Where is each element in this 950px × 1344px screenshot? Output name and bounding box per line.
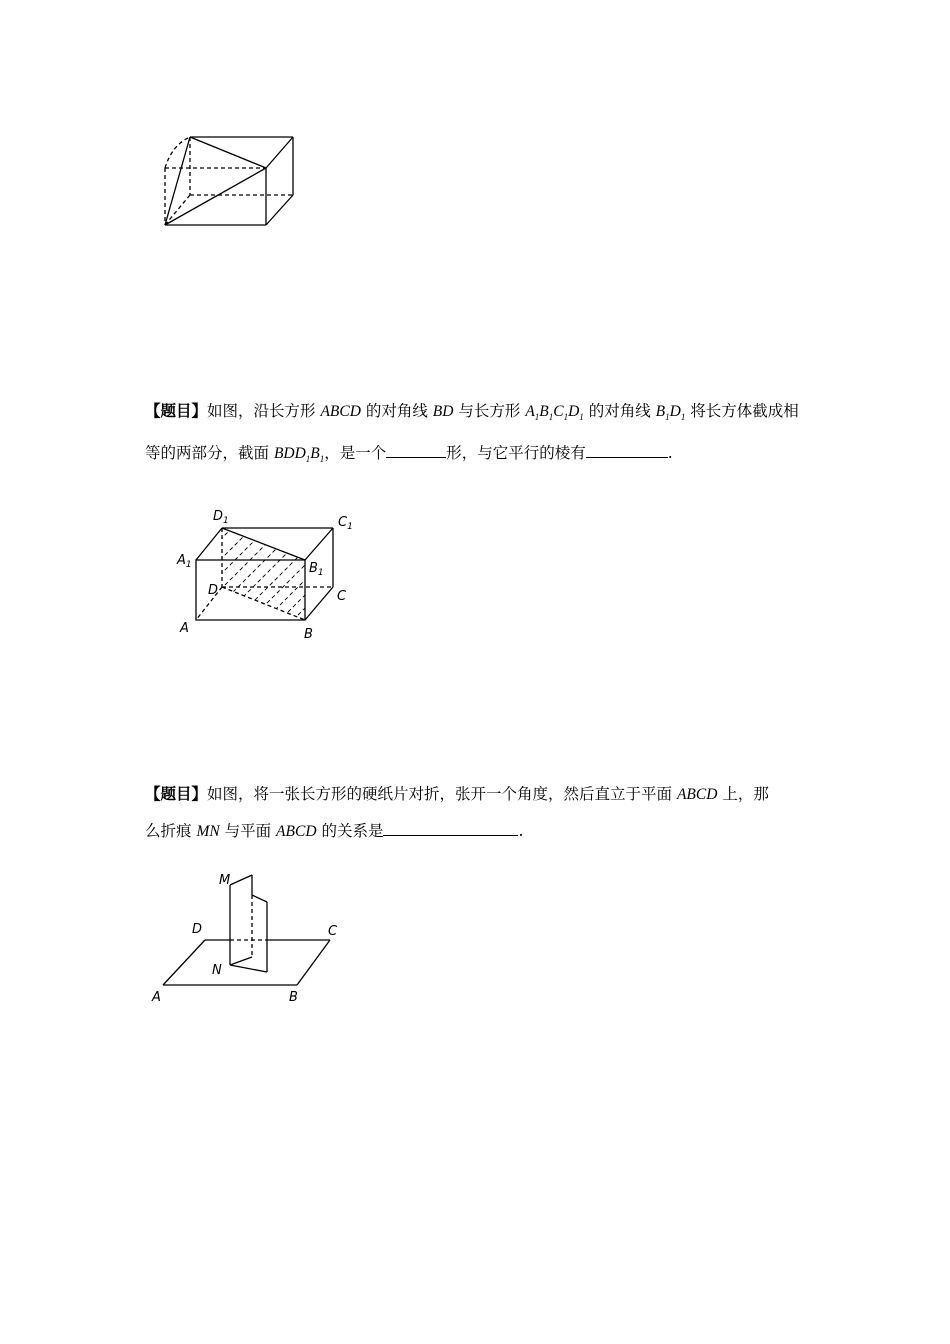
label-M: M — [219, 873, 231, 888]
question-2-line-2: 么折痕 MN 与平面 ABCD 的关系是 . — [145, 813, 810, 850]
label-N: N — [212, 963, 222, 978]
label-B1: $B_1$ — [309, 561, 324, 578]
label-C1: $C_1$ — [338, 515, 353, 532]
question-2-line-1: 【题目】如图，将一张长方形的硬纸片对折，张开一个角度，然后直立于平面 ABCD 上，那 — [145, 784, 769, 803]
label-D: D — [192, 922, 203, 937]
answer-blank-3[interactable] — [383, 818, 518, 836]
label-B: B — [304, 627, 313, 642]
figure-2-cuboid — [170, 500, 370, 650]
label-A1: $A_1$ — [177, 553, 192, 570]
label-A: A — [152, 990, 161, 1005]
label-D: D — [208, 583, 219, 598]
label-A: A — [180, 621, 189, 636]
label-C: C — [328, 924, 338, 939]
question-2 — [145, 776, 810, 850]
question-1-line-1: 【题目】如图，沿长方形 ABCD 的对角线 BD 与长方形 $A_1B_1C_1D_1$ 的对角线 $B_1D_1$ 将长方体截成相 — [145, 401, 799, 423]
figure-1-prism — [155, 130, 305, 232]
label-D1: $D_1$ — [213, 509, 229, 526]
answer-blank-1[interactable] — [386, 440, 446, 458]
answer-blank-2[interactable] — [586, 440, 668, 458]
figure-3-folded-card — [150, 865, 370, 1015]
label-B: B — [289, 990, 298, 1005]
question-1 — [145, 393, 810, 477]
question-1-line-2: 等的两部分，截面 $BDD_1B_1$，是一个 形，与它平行的棱有 . — [145, 435, 810, 477]
label-C: C — [337, 589, 347, 604]
